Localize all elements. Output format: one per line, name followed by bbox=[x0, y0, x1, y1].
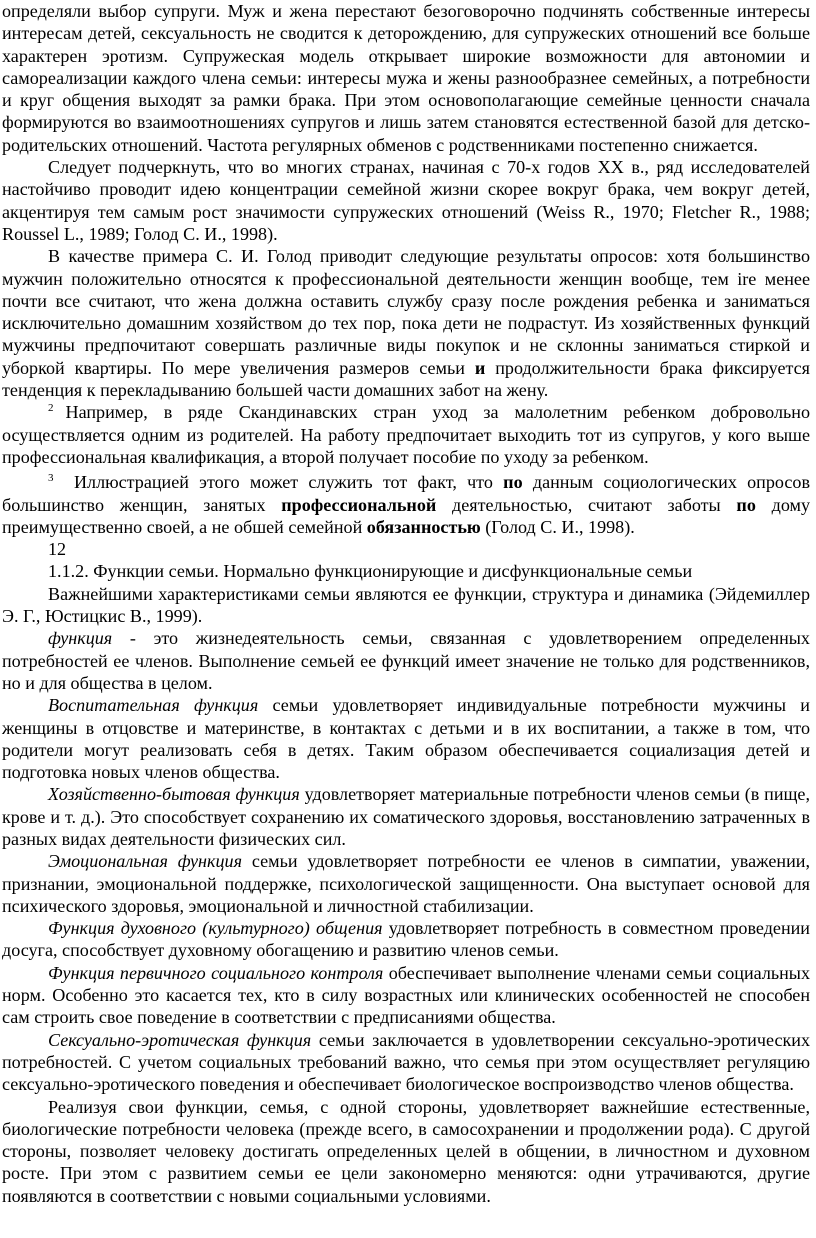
survey-text-b: продолжительности брака фиксируется тенденция к перекладыванию большей части домашних забот на жену. bbox=[2, 357, 810, 401]
paragraph-family-characteristics: Важнейшими характеристиками семьи являются ее функции, структура и динамика (Эйдемиллер Э. Г., Юстицкис В., 1999). bbox=[2, 583, 810, 627]
educational-function-text: семьи удовлетворяет индивидуальные потребности мужчины и женщины в отцовстве и материнстве, в контактах с детьми и в их воспитании, а также в том, что родители могут реализовать себя в детях. Таким образом обеспечивается социализация детей и подготовка новых членов общества. bbox=[2, 695, 810, 783]
term-social-control-function: Функция первичного социального контроля bbox=[48, 962, 384, 983]
footnote-3-text-c: деятельностью, считают заботы bbox=[452, 494, 721, 515]
emotional-function-text: семьи удовлетворяет потребности ее членов в симпатии, уважении, признании, эмоциональной поддержке, психологической защищенности. Она выступает основой для психического здоровья, эмоциональной и личностной стабилизации. bbox=[2, 851, 811, 916]
sexual-function-text: семьи заключается в удовлетворении сексуально-эротических потребностей. С учетом социальных требований важно, что семья при этом осуществляет регуляцию сексуально-эротического поведения и обеспечивает биологическое воспроизводство членов общества. bbox=[2, 1029, 810, 1095]
term-spiritual-function: Функция духовного (культурного) общения bbox=[48, 918, 383, 939]
term-emotional-function: Эмоциональная функция bbox=[48, 851, 242, 872]
footnote-2 bbox=[2, 401, 810, 468]
term-household-function: Хозяйственно-бытовая функция bbox=[48, 784, 300, 805]
paragraph-golod-survey bbox=[2, 245, 810, 401]
paragraph-function-definition bbox=[2, 627, 810, 694]
survey-bold-conjunction: и bbox=[474, 357, 486, 378]
paragraph-household-function bbox=[2, 783, 810, 850]
term-educational-function: Воспитательная функция bbox=[48, 695, 259, 716]
footnote-2-text: Например, в ряде Скандинавских стран уход за малолетним ребенком добровольно осуществляется одним из родителей. На работу предпочитает выходить тот из супругов, у кого выше профессиональная квалификация, а второй получает пособие по уходу за ребенком. bbox=[2, 402, 810, 467]
footnote-3-marker: 3 bbox=[48, 472, 54, 485]
footnote-3-text-a: Иллюстрацией этого может служить тот факт, что bbox=[73, 472, 493, 493]
footnote-3-bold-4: обязанностью bbox=[366, 516, 481, 537]
footnote-3 bbox=[2, 471, 810, 538]
paragraph-emotional-function bbox=[2, 850, 810, 917]
survey-text-a: В качестве примера С. И. Голод приводит следующие результаты опросов: хотя большинство мужчин положительно относятся к профессиональной деятельности женщин вообще, тем ire менее почти все считают, что жена должна оставить службу сразу после рождения ребенка и заниматься исключительно домашним хозяйством до тех пор, пока дети не подрастут. Из хозяйственных функций мужчины предпочитают совершать различные виды покупок и не склонны заниматься стиркой и уборкой квартиры. По мере увеличения размеров семьи bbox=[2, 246, 810, 378]
footnote-3-text-e: (Голод С. И., 1998). bbox=[485, 516, 635, 537]
footnote-3-text-d: дому преимущественно своей, а не обшей семейной bbox=[2, 494, 811, 537]
term-function: функция bbox=[48, 628, 113, 649]
document-page bbox=[2, 0, 810, 1207]
page-number: 12 bbox=[48, 539, 67, 560]
social-control-function-text: обеспечивает выполнение членами семьи социальных норм. Особенно это касается тех, кто в силу возрастных или клинических особенностей не способен сам строить свое поведение в соответствии с предписаниями общества. bbox=[2, 962, 810, 1028]
footnote-3-bold-3: по bbox=[736, 494, 756, 515]
paragraph-couple-model: определяли выбор супруги. Муж и жена перестают безоговорочно подчинять собственные интересы интересам детей, сексуальность не сводится к деторождению, для супружеских отношений все больше характерен эротизм. Супружеская модель открывает широкие возможности для автономии и самореализации каждого члена семьи: интересы мужа и жены разнообразнее семейных, а потребности и круг общения выходят за рамки брака. При этом основополагающие семейные ценности сначала формируются во взаимоотношениях супругов и лишь затем становятся естественной базой для детско-родительских отношений. Частота регулярных обменов с родственниками постепенно снижается. bbox=[2, 1, 810, 155]
footnote-3-bold-2: профессиональной bbox=[281, 494, 437, 515]
paragraph-educational-function bbox=[2, 694, 810, 783]
paragraph-family-goals: Реализуя свои функции, семья, с одной стороны, удовлетворяет важнейшие естественные, биологические потребности человека (прежде всего, в самосохранении и продолжении рода). С другой стороны, позволяет человеку достигать определенных целей в общении, в личностном и духовном росте. При этом с развитием семьи ее цели закономерно меняются: одни утрачиваются, другие появляются в соответствии с новыми социальными условиями. bbox=[2, 1096, 810, 1206]
function-definition-text: - это жизнедеятельность семьи, связанная с удовлетворением определенных потребностей ее членов. Выполнение семьей ее функций имеет значение не только для родственников, но и для общества в целом. bbox=[2, 628, 810, 693]
section-heading: 1.1.2. Функции семьи. Нормально функционирующие и дисфункциональные семьи bbox=[48, 561, 693, 582]
paragraph-spiritual-function bbox=[2, 917, 810, 962]
footnote-2-marker: 2 bbox=[48, 402, 54, 415]
footnote-3-text-b: данным социологических опросов большинство женщин, занятых bbox=[2, 472, 811, 515]
spiritual-function-text: удовлетворяет потребность в совместном проведении досуга, способствует духовному обогащению и развитию членов семьи. bbox=[2, 918, 810, 961]
paragraph-sexual-function bbox=[2, 1029, 810, 1096]
household-function-text: удовлетворяет материальные потребности членов семьи (в пище, крове и т. д.). Это способствует сохранению их соматического здоровья, восстановлению затраченных в разных видах деятельности физических сил. bbox=[2, 784, 810, 849]
paragraph-marriage-concentration: Следует подчеркнуть, что во многих странах, начиная с 70-х годов XX в., ряд исследователей настойчиво проводит идею концентрации семейной жизни скорее вокруг брака, чем вокруг детей, акцентируя тем самым рост значимости супружеских отношений (Weiss R., 1970; Fletcher R., 1988; Roussel L., 1989; Голод С. И., 1998). bbox=[2, 157, 810, 244]
term-sexual-function: Сексуально-эротическая функция bbox=[48, 1029, 312, 1050]
footnote-3-bold-1: по bbox=[503, 472, 523, 493]
paragraph-social-control-function bbox=[2, 962, 810, 1029]
